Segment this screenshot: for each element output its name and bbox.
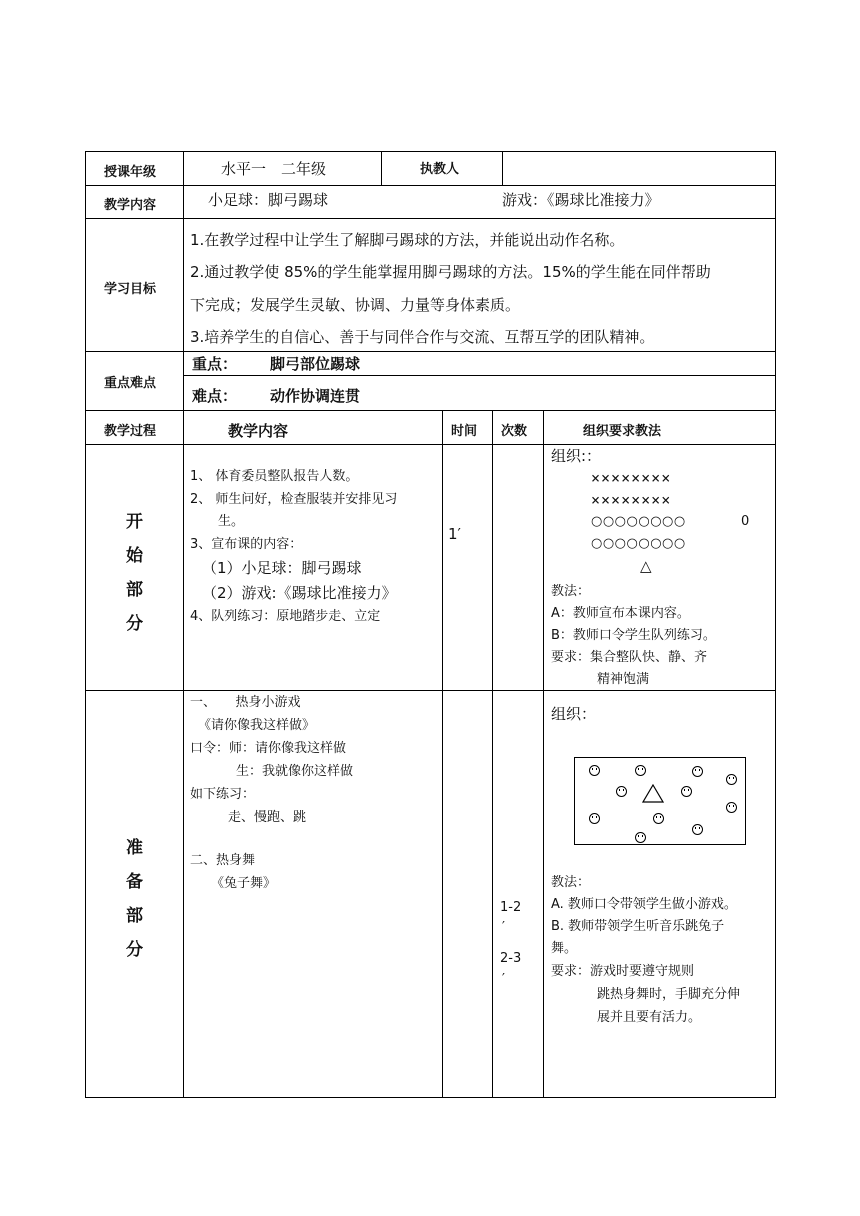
start-title-1: 开 — [126, 512, 143, 532]
student-face-icon — [692, 766, 703, 777]
table-divider — [85, 351, 776, 352]
start-item: 3、宣布课的内容： — [190, 537, 303, 552]
table-divider — [85, 218, 776, 219]
prep-time: 2-3 — [500, 951, 522, 966]
content-value: 小足球：脚弓踢球 — [208, 191, 329, 209]
prep-time: 1-2 — [500, 900, 522, 915]
table-divider — [85, 690, 776, 691]
start-item: （1）小足球：脚弓踢球 — [202, 559, 362, 577]
start-item: （2）游戏:《踢球比准接力》 — [202, 584, 397, 602]
grade-value: 水平一 二年级 — [221, 160, 327, 178]
teacher-triangle-icon — [642, 784, 664, 803]
student-face-icon — [692, 824, 703, 835]
prep-org-label: 组织： — [551, 705, 597, 723]
table-divider — [543, 410, 544, 1098]
start-item: 2、 师生问好，检查服装并安排见习 — [190, 492, 398, 507]
student-face-icon — [726, 802, 737, 813]
prep-item: 《请你像我这样做》 — [198, 718, 316, 733]
student-face-icon — [635, 765, 646, 776]
formation-row: ○○○○○○○○ — [591, 514, 686, 529]
table-divider — [85, 444, 776, 445]
start-item: 生。 — [218, 514, 245, 529]
start-method: B：教师口令学生队列练习。 — [551, 628, 716, 643]
start-title-4: 分 — [126, 614, 143, 634]
key-label: 重点难点 — [104, 376, 157, 391]
prep-title-1: 准 — [126, 838, 143, 858]
content-label: 教学内容 — [104, 198, 157, 213]
prep-title-4: 分 — [126, 940, 143, 960]
start-method-label: 教法： — [551, 584, 591, 599]
student-face-icon — [681, 786, 692, 797]
prep-method: 舞。 — [551, 941, 578, 956]
game-value: 游戏：《踢球比准接力》 — [502, 191, 660, 209]
start-item: 4、队列练习：原地踏步走、立定 — [190, 609, 381, 624]
start-method: 要求：集合整队快、静、齐 — [551, 650, 708, 665]
goal-2-continued: 下完成；发展学生灵敏、协调、力量等身体素质。 — [190, 296, 521, 314]
key-point-value: 脚弓部位踢球 — [270, 355, 361, 373]
goal-2: 2.通过教学使 85%的学生能掌握用脚弓踢球的方法。15%的学生能在同伴帮助 — [190, 263, 711, 281]
prep-title-3: 部 — [126, 906, 143, 926]
formation-row: ○○○○○○○○ — [591, 536, 686, 551]
formation-extra: 0 — [741, 514, 750, 529]
prep-item: 口令：师：请你像我这样做 — [190, 741, 347, 756]
student-face-icon — [616, 786, 627, 797]
goal-1: 1.在教学过程中让学生了解脚弓踢球的方法，并能说出动作名称。 — [190, 231, 625, 249]
table-divider — [381, 151, 382, 185]
prep-time: ′ — [502, 972, 505, 987]
start-item: 1、 体育委员整队报告人数。 — [190, 469, 359, 484]
student-face-icon — [653, 813, 664, 824]
col-time: 时间 — [451, 424, 478, 439]
goals-label: 学习目标 — [104, 282, 157, 297]
prep-time: ′ — [502, 920, 505, 935]
prep-method: 要求：游戏时要遵守规则 — [551, 964, 695, 979]
col-process: 教学过程 — [104, 424, 157, 439]
student-face-icon — [589, 813, 600, 824]
formation-row: ×××××××× — [591, 469, 672, 487]
table-divider — [85, 410, 776, 411]
teacher-label: 执教人 — [420, 162, 460, 177]
difficulty-value: 动作协调连贯 — [270, 387, 361, 405]
prep-item: 一、 热身小游戏 — [190, 695, 301, 710]
table-border-top — [85, 151, 776, 152]
formation-diagram — [574, 757, 746, 845]
table-divider — [183, 375, 776, 376]
table-border-right — [775, 151, 776, 1098]
goal-3: 3.培养学生的自信心、善于与同伴合作与交流、互帮互学的团队精神。 — [190, 328, 655, 346]
start-org-label: 组织:： — [551, 447, 602, 465]
start-time: 1′ — [448, 525, 461, 543]
table-divider — [492, 410, 493, 1098]
col-method: 组织要求教法 — [583, 424, 662, 439]
key-point-label: 重点： — [192, 355, 238, 373]
table-divider — [442, 410, 443, 1098]
difficulty-label: 难点： — [192, 387, 238, 405]
start-title-2: 始 — [126, 546, 143, 566]
prep-item: 走、慢跑、跳 — [228, 810, 307, 825]
prep-method-label: 教法： — [551, 875, 591, 890]
col-count: 次数 — [501, 424, 528, 439]
prep-item: 二、热身舞 — [190, 853, 256, 868]
start-method: A：教师宣布本课内容。 — [551, 606, 690, 621]
student-face-icon — [589, 765, 600, 776]
prep-method: 跳热身舞时，手脚充分伸 — [597, 987, 741, 1002]
prep-title-2: 备 — [126, 872, 143, 892]
table-border-bottom — [85, 1097, 776, 1098]
student-face-icon — [635, 832, 646, 843]
col-content: 教学内容 — [228, 422, 289, 440]
table-divider — [183, 151, 184, 1098]
prep-item: 《兔子舞》 — [211, 876, 277, 891]
table-divider — [85, 185, 776, 186]
student-face-icon — [726, 774, 737, 785]
start-title-3: 部 — [126, 580, 143, 600]
prep-item: 如下练习： — [190, 787, 256, 802]
teacher-triangle-icon: △ — [640, 557, 652, 575]
grade-label: 授课年级 — [104, 165, 157, 180]
table-divider — [502, 151, 503, 185]
prep-method: A. 教师口令带领学生做小游戏。 — [551, 897, 737, 912]
table-border-left — [85, 151, 86, 1098]
start-method: 精神饱满 — [597, 672, 650, 687]
prep-item: 生：我就像你这样做 — [236, 764, 354, 779]
formation-row: ×××××××× — [591, 491, 672, 509]
prep-method: B. 教师带领学生听音乐跳兔子 — [551, 919, 725, 934]
prep-method: 展并且要有活力。 — [597, 1010, 702, 1025]
